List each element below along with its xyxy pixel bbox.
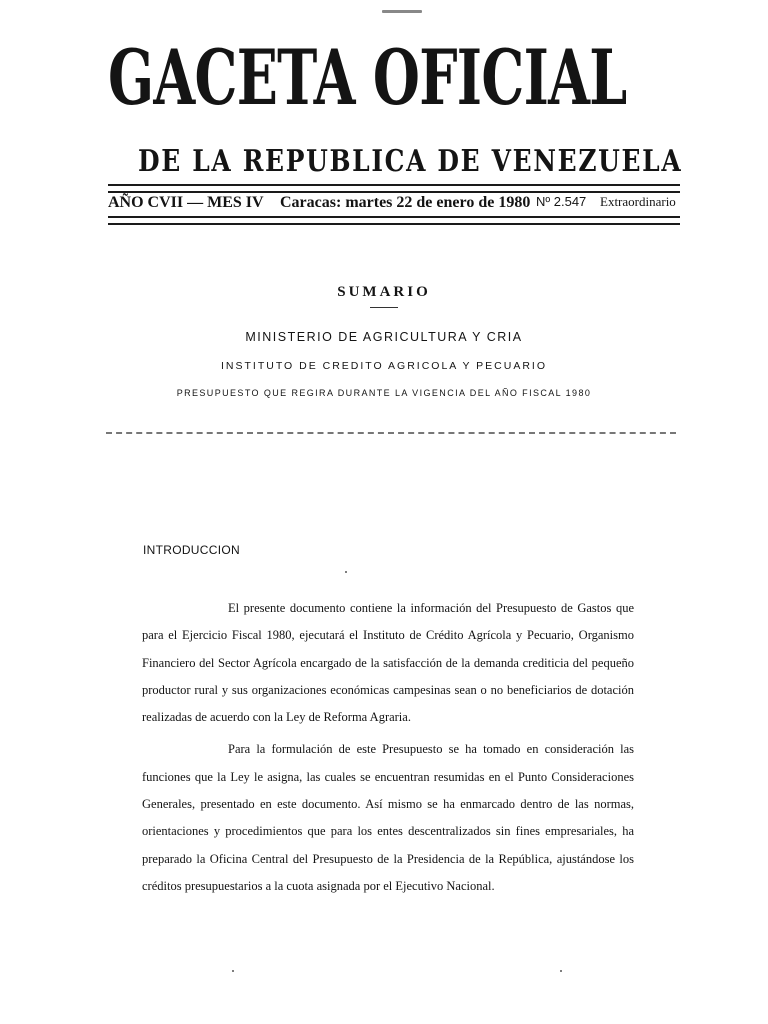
section-heading: INTRODUCCION (143, 543, 240, 557)
issue-year-month: AÑO CVII — MES IV (108, 194, 264, 211)
scan-speck (345, 571, 347, 573)
paragraph: Para la formulación de este Presupuesto se ha tomado en consideración las funciones que la Ley le asigna, las cuales se encuentran resumidas en el Punto Consideraciones Generales, presentado en este documento. Así mismo se ha enmarcado dentro de las normas, orientaciones y procedimientos que para los entes descentralizados sin fines empresariales, ha preparado la Oficina Central del Presupuesto de la Presidencia de la República, ajustándose los créditos presupuestarios a la cuota asignada por el Ejecutivo Nacional. (142, 742, 634, 893)
issue-number: Nº 2.547 (536, 194, 587, 209)
dateline (108, 194, 680, 218)
paragraph: El presente documento contiene la información del Presupuesto de Gastos que para el Ejercicio Fiscal 1980, ejecutará el Instituto de Crédito Agrícola y Pecuario, Organismo Financiero del Sector Agrícola encargado de la satisfacción de la demanda crediticia del pequeño productor rural y sus organizaciones económicas campesinas sean o no beneficiarios de dotación realizadas de acuerdo con la Ley de Reforma Agraria. (142, 601, 634, 725)
scan-speck (560, 970, 562, 972)
masthead-title: GACETA OFICIAL (108, 33, 627, 122)
section-body (142, 595, 634, 900)
scan-speck (232, 970, 234, 972)
summary-dotted-rule (106, 432, 676, 434)
scan-mark (382, 10, 422, 13)
summary-heading: SUMARIO (337, 284, 431, 300)
issue-edition: Extraordinario (600, 194, 676, 209)
masthead-subtitle: DE LA REPUBLICA DE VENEZUELA (138, 144, 683, 179)
summary-budget-line: PRESUPUESTO QUE REGIRA DURANTE LA VIGENCIA DEL AÑO FISCAL 1980 (176, 388, 592, 398)
issue-place-date: Caracas: martes 22 de enero de 1980 (280, 194, 531, 211)
summary-divider (370, 307, 398, 308)
masthead-rule-top (108, 184, 680, 193)
masthead-rule-bottom (108, 216, 680, 225)
summary-institute: INSTITUTO DE CREDITO AGRICOLA Y PECUARIO (220, 360, 548, 372)
summary-ministry: MINISTERIO DE AGRICULTURA Y CRIA (245, 330, 523, 344)
